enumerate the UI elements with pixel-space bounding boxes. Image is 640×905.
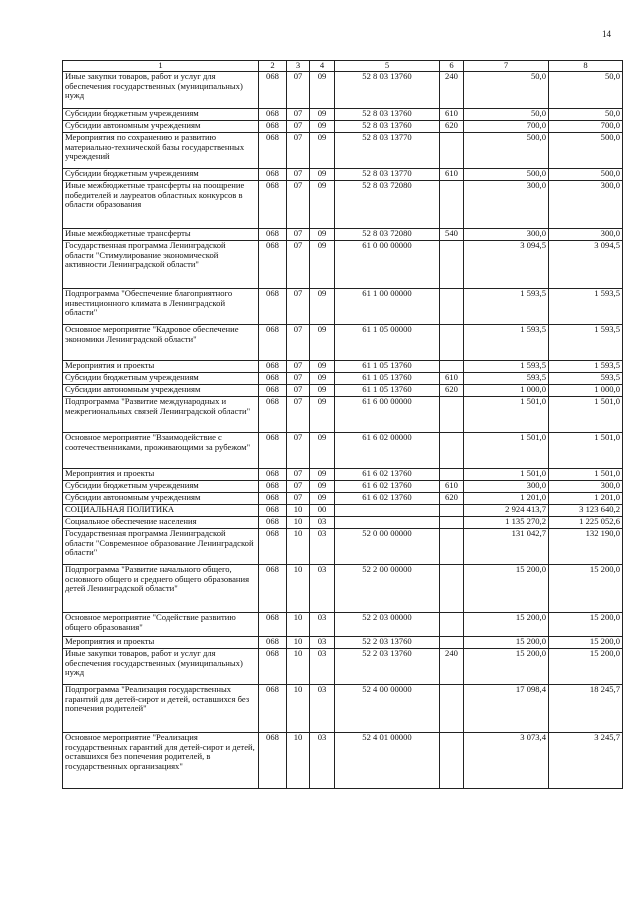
cell-section: 10 (287, 613, 310, 637)
cell-name: Мероприятия и проекты (63, 361, 259, 373)
table-row (63, 325, 623, 361)
cell-expense-type (440, 133, 464, 169)
cell-section: 10 (287, 505, 310, 517)
cell-expense-type (440, 289, 464, 325)
cell-amount-year1: 1 501,0 (464, 469, 549, 481)
table-row (63, 637, 623, 649)
cell-section: 10 (287, 685, 310, 733)
cell-name: Государственная программа Ленинградской области "Современное образование Ленинградской области" (63, 529, 259, 565)
cell-expense-type (440, 433, 464, 469)
cell-name: Основное мероприятие "Содействие развитию общего образования" (63, 613, 259, 637)
cell-section: 10 (287, 649, 310, 685)
cell-admin-code: 068 (259, 289, 287, 325)
cell-admin-code: 068 (259, 361, 287, 373)
cell-target-article: 61 6 02 13760 (335, 481, 440, 493)
cell-name: Иные межбюджетные трансферты (63, 229, 259, 241)
cell-name: Социальное обеспечение населения (63, 517, 259, 529)
cell-target-article: 52 4 01 00000 (335, 733, 440, 789)
cell-target-article (335, 505, 440, 517)
cell-amount-year1: 1 593,5 (464, 361, 549, 373)
cell-name: Субсидии бюджетным учреждениям (63, 373, 259, 385)
table-row (63, 109, 623, 121)
cell-name: Подпрограмма "Реализация государственных гарантий для детей-сирот и детей, оставшихся без попечения родителей" (63, 685, 259, 733)
table-row (63, 733, 623, 789)
cell-name: Подпрограмма "Развитие начального общего, основного общего и среднего общего образования детей Ленинградской области" (63, 565, 259, 613)
cell-admin-code: 068 (259, 493, 287, 505)
cell-admin-code: 068 (259, 109, 287, 121)
cell-admin-code: 068 (259, 517, 287, 529)
cell-expense-type (440, 637, 464, 649)
cell-name: Основное мероприятие "Кадровое обеспечение экономики Ленинградской области" (63, 325, 259, 361)
cell-expense-type: 620 (440, 385, 464, 397)
cell-expense-type (440, 733, 464, 789)
cell-admin-code: 068 (259, 72, 287, 109)
cell-amount-year2: 1 000,0 (549, 385, 623, 397)
header-cell: 3 (287, 61, 310, 72)
cell-admin-code: 068 (259, 169, 287, 181)
table-row (63, 373, 623, 385)
cell-amount-year1: 700,0 (464, 121, 549, 133)
cell-target-article: 61 6 00 00000 (335, 397, 440, 433)
cell-amount-year2: 15 200,0 (549, 649, 623, 685)
cell-admin-code: 068 (259, 229, 287, 241)
cell-amount-year1: 3 073,4 (464, 733, 549, 789)
cell-admin-code: 068 (259, 637, 287, 649)
cell-section: 10 (287, 517, 310, 529)
cell-amount-year1: 500,0 (464, 169, 549, 181)
table-row (63, 133, 623, 169)
cell-section: 07 (287, 289, 310, 325)
table-row (63, 469, 623, 481)
cell-amount-year1: 15 200,0 (464, 637, 549, 649)
cell-section: 07 (287, 433, 310, 469)
cell-target-article: 52 2 03 13760 (335, 637, 440, 649)
cell-subsection: 09 (310, 72, 335, 109)
cell-section: 07 (287, 169, 310, 181)
cell-target-article: 52 8 03 13770 (335, 169, 440, 181)
cell-amount-year2: 500,0 (549, 169, 623, 181)
cell-section: 10 (287, 529, 310, 565)
cell-amount-year1: 50,0 (464, 72, 549, 109)
cell-expense-type: 610 (440, 109, 464, 121)
cell-target-article: 52 2 03 00000 (335, 613, 440, 637)
cell-amount-year2: 1 225 052,6 (549, 517, 623, 529)
cell-amount-year1: 15 200,0 (464, 649, 549, 685)
cell-name: Субсидии автономным учреждениям (63, 121, 259, 133)
cell-subsection: 09 (310, 121, 335, 133)
cell-subsection: 09 (310, 241, 335, 289)
cell-admin-code: 068 (259, 373, 287, 385)
cell-target-article: 61 1 05 13760 (335, 361, 440, 373)
cell-target-article: 52 8 03 13760 (335, 121, 440, 133)
table-row (63, 565, 623, 613)
cell-subsection: 03 (310, 733, 335, 789)
cell-expense-type (440, 505, 464, 517)
cell-expense-type (440, 361, 464, 373)
cell-amount-year2: 18 245,7 (549, 685, 623, 733)
cell-name: Подпрограмма "Развитие международных и межрегиональных связей Ленинградской области" (63, 397, 259, 433)
cell-subsection: 09 (310, 385, 335, 397)
cell-admin-code: 068 (259, 649, 287, 685)
cell-target-article: 52 8 03 13760 (335, 72, 440, 109)
cell-target-article: 61 6 02 13760 (335, 493, 440, 505)
cell-name: Основное мероприятие "Реализация государственных гарантий для детей-сирот и детей, оставшихся без попечения родителей, в государственных организациях" (63, 733, 259, 789)
cell-amount-year2: 300,0 (549, 181, 623, 229)
cell-name: Субсидии автономным учреждениям (63, 493, 259, 505)
cell-admin-code: 068 (259, 181, 287, 229)
cell-section: 07 (287, 109, 310, 121)
cell-subsection: 09 (310, 469, 335, 481)
cell-amount-year1: 15 200,0 (464, 613, 549, 637)
header-cell: 4 (310, 61, 335, 72)
cell-name: Мероприятия и проекты (63, 637, 259, 649)
cell-section: 07 (287, 385, 310, 397)
table-row (63, 72, 623, 109)
cell-amount-year2: 1 593,5 (549, 361, 623, 373)
cell-admin-code: 068 (259, 733, 287, 789)
cell-expense-type (440, 517, 464, 529)
cell-subsection: 09 (310, 325, 335, 361)
cell-subsection: 03 (310, 649, 335, 685)
cell-name: Государственная программа Ленинградской области "Стимулирование экономической активности Ленинградской области" (63, 241, 259, 289)
cell-amount-year2: 1 593,5 (549, 325, 623, 361)
cell-name: Мероприятия и проекты (63, 469, 259, 481)
cell-amount-year2: 15 200,0 (549, 613, 623, 637)
cell-admin-code: 068 (259, 529, 287, 565)
cell-amount-year1: 1 593,5 (464, 325, 549, 361)
cell-amount-year1: 1 000,0 (464, 385, 549, 397)
table-row (63, 493, 623, 505)
cell-target-article: 52 4 00 00000 (335, 685, 440, 733)
table-row (63, 517, 623, 529)
cell-admin-code: 068 (259, 397, 287, 433)
cell-subsection: 09 (310, 481, 335, 493)
cell-section: 07 (287, 72, 310, 109)
cell-subsection: 09 (310, 181, 335, 229)
cell-amount-year1: 300,0 (464, 229, 549, 241)
cell-target-article: 52 2 00 00000 (335, 565, 440, 613)
cell-subsection: 09 (310, 373, 335, 385)
cell-amount-year2: 300,0 (549, 481, 623, 493)
cell-subsection: 03 (310, 613, 335, 637)
cell-amount-year1: 1 135 270,2 (464, 517, 549, 529)
cell-amount-year2: 700,0 (549, 121, 623, 133)
cell-expense-type: 610 (440, 373, 464, 385)
cell-section: 07 (287, 121, 310, 133)
cell-expense-type (440, 685, 464, 733)
cell-admin-code: 068 (259, 325, 287, 361)
cell-section: 07 (287, 241, 310, 289)
cell-amount-year1: 17 098,4 (464, 685, 549, 733)
cell-subsection: 09 (310, 397, 335, 433)
cell-subsection: 09 (310, 133, 335, 169)
cell-name: Подпрограмма "Обеспечение благоприятного инвестиционного климата в Ленинградской области" (63, 289, 259, 325)
cell-name: Основное мероприятие "Взаимодействие с соотечественниками, проживающими за рубежом" (63, 433, 259, 469)
cell-section: 10 (287, 733, 310, 789)
table-row (63, 433, 623, 469)
header-cell: 7 (464, 61, 549, 72)
cell-section: 07 (287, 325, 310, 361)
header-cell: 5 (335, 61, 440, 72)
cell-subsection: 09 (310, 109, 335, 121)
cell-section: 07 (287, 361, 310, 373)
cell-target-article: 52 0 00 00000 (335, 529, 440, 565)
table-row (63, 289, 623, 325)
table-row (63, 385, 623, 397)
table-row (63, 229, 623, 241)
cell-amount-year1: 131 042,7 (464, 529, 549, 565)
cell-subsection: 09 (310, 493, 335, 505)
cell-expense-type: 620 (440, 121, 464, 133)
cell-amount-year2: 132 190,0 (549, 529, 623, 565)
cell-amount-year2: 500,0 (549, 133, 623, 169)
cell-amount-year1: 300,0 (464, 481, 549, 493)
cell-amount-year2: 1 593,5 (549, 289, 623, 325)
cell-target-article: 61 1 05 00000 (335, 325, 440, 361)
cell-expense-type: 240 (440, 72, 464, 109)
cell-target-article: 61 1 05 13760 (335, 373, 440, 385)
cell-name: Субсидии бюджетным учреждениям (63, 109, 259, 121)
header-cell: 6 (440, 61, 464, 72)
cell-amount-year2: 50,0 (549, 72, 623, 109)
cell-subsection: 03 (310, 637, 335, 649)
cell-subsection: 03 (310, 685, 335, 733)
cell-amount-year1: 1 501,0 (464, 433, 549, 469)
table-row (63, 241, 623, 289)
cell-amount-year1: 593,5 (464, 373, 549, 385)
cell-amount-year2: 300,0 (549, 229, 623, 241)
cell-section: 07 (287, 181, 310, 229)
cell-expense-type (440, 181, 464, 229)
cell-expense-type (440, 397, 464, 433)
cell-section: 07 (287, 229, 310, 241)
cell-amount-year2: 50,0 (549, 109, 623, 121)
cell-admin-code: 068 (259, 121, 287, 133)
cell-amount-year1: 50,0 (464, 109, 549, 121)
table-row (63, 529, 623, 565)
cell-name: Субсидии автономным учреждениям (63, 385, 259, 397)
cell-section: 07 (287, 481, 310, 493)
cell-name: Иные закупки товаров, работ и услуг для обеспечения государственных (муниципальных) нужд (63, 649, 259, 685)
table-row (63, 361, 623, 373)
cell-amount-year2: 1 501,0 (549, 397, 623, 433)
cell-admin-code: 068 (259, 469, 287, 481)
cell-expense-type (440, 565, 464, 613)
header-row (63, 61, 623, 72)
cell-amount-year1: 1 593,5 (464, 289, 549, 325)
cell-expense-type: 540 (440, 229, 464, 241)
cell-name: Субсидии бюджетным учреждениям (63, 481, 259, 493)
cell-amount-year2: 1 501,0 (549, 433, 623, 469)
table-row (63, 505, 623, 517)
cell-admin-code: 068 (259, 613, 287, 637)
cell-expense-type: 240 (440, 649, 464, 685)
page-number: 14 (602, 29, 611, 39)
cell-amount-year1: 300,0 (464, 181, 549, 229)
cell-amount-year1: 3 094,5 (464, 241, 549, 289)
cell-expense-type: 610 (440, 481, 464, 493)
cell-expense-type (440, 469, 464, 481)
table-row (63, 121, 623, 133)
table-row (63, 481, 623, 493)
cell-amount-year2: 3 123 640,2 (549, 505, 623, 517)
cell-target-article (335, 517, 440, 529)
cell-target-article: 52 2 03 13760 (335, 649, 440, 685)
cell-admin-code: 068 (259, 685, 287, 733)
cell-expense-type: 620 (440, 493, 464, 505)
cell-admin-code: 068 (259, 481, 287, 493)
table-row (63, 685, 623, 733)
cell-target-article: 61 6 02 13760 (335, 469, 440, 481)
cell-amount-year2: 15 200,0 (549, 637, 623, 649)
budget-table (62, 60, 623, 789)
cell-target-article: 61 1 00 00000 (335, 289, 440, 325)
cell-section: 07 (287, 373, 310, 385)
cell-subsection: 09 (310, 229, 335, 241)
cell-subsection: 03 (310, 529, 335, 565)
cell-expense-type (440, 325, 464, 361)
cell-name: Субсидии бюджетным учреждениям (63, 169, 259, 181)
cell-target-article: 61 6 02 00000 (335, 433, 440, 469)
cell-amount-year2: 15 200,0 (549, 565, 623, 613)
header-cell: 2 (259, 61, 287, 72)
cell-amount-year2: 3 094,5 (549, 241, 623, 289)
cell-target-article: 61 1 05 13760 (335, 385, 440, 397)
cell-expense-type (440, 529, 464, 565)
cell-section: 10 (287, 565, 310, 613)
table-row (63, 169, 623, 181)
cell-admin-code: 068 (259, 241, 287, 289)
cell-target-article: 52 8 03 13760 (335, 109, 440, 121)
cell-amount-year2: 1 201,0 (549, 493, 623, 505)
cell-target-article: 52 8 03 72080 (335, 229, 440, 241)
cell-amount-year1: 1 501,0 (464, 397, 549, 433)
table-row (63, 397, 623, 433)
cell-target-article: 61 0 00 00000 (335, 241, 440, 289)
cell-subsection: 00 (310, 505, 335, 517)
cell-section: 07 (287, 133, 310, 169)
cell-subsection: 09 (310, 361, 335, 373)
cell-subsection: 03 (310, 565, 335, 613)
cell-subsection: 09 (310, 433, 335, 469)
cell-subsection: 09 (310, 289, 335, 325)
cell-amount-year1: 500,0 (464, 133, 549, 169)
cell-amount-year2: 3 245,7 (549, 733, 623, 789)
cell-subsection: 09 (310, 169, 335, 181)
table-row (63, 613, 623, 637)
cell-amount-year2: 593,5 (549, 373, 623, 385)
cell-expense-type: 610 (440, 169, 464, 181)
cell-section: 07 (287, 493, 310, 505)
cell-name: Иные межбюджетные трансферты на поощрение победителей и лауреатов областных конкурсов в области образования (63, 181, 259, 229)
cell-target-article: 52 8 03 72080 (335, 181, 440, 229)
cell-name: Мероприятия по сохранению и развитию материально-технической базы государственных учреждений (63, 133, 259, 169)
cell-target-article: 52 8 03 13770 (335, 133, 440, 169)
cell-section: 10 (287, 637, 310, 649)
table-row (63, 181, 623, 229)
cell-subsection: 03 (310, 517, 335, 529)
cell-amount-year2: 1 501,0 (549, 469, 623, 481)
cell-section: 07 (287, 469, 310, 481)
table-row (63, 649, 623, 685)
cell-admin-code: 068 (259, 133, 287, 169)
cell-amount-year1: 2 924 413,7 (464, 505, 549, 517)
cell-expense-type (440, 613, 464, 637)
cell-amount-year1: 15 200,0 (464, 565, 549, 613)
header-cell: 8 (549, 61, 623, 72)
header-cell: 1 (63, 61, 259, 72)
cell-expense-type (440, 241, 464, 289)
cell-admin-code: 068 (259, 385, 287, 397)
cell-admin-code: 068 (259, 433, 287, 469)
cell-amount-year1: 1 201,0 (464, 493, 549, 505)
cell-section: 07 (287, 397, 310, 433)
cell-admin-code: 068 (259, 565, 287, 613)
cell-name: Иные закупки товаров, работ и услуг для обеспечения государственных (муниципальных) нужд (63, 72, 259, 109)
cell-admin-code: 068 (259, 505, 287, 517)
cell-name: СОЦИАЛЬНАЯ ПОЛИТИКА (63, 505, 259, 517)
